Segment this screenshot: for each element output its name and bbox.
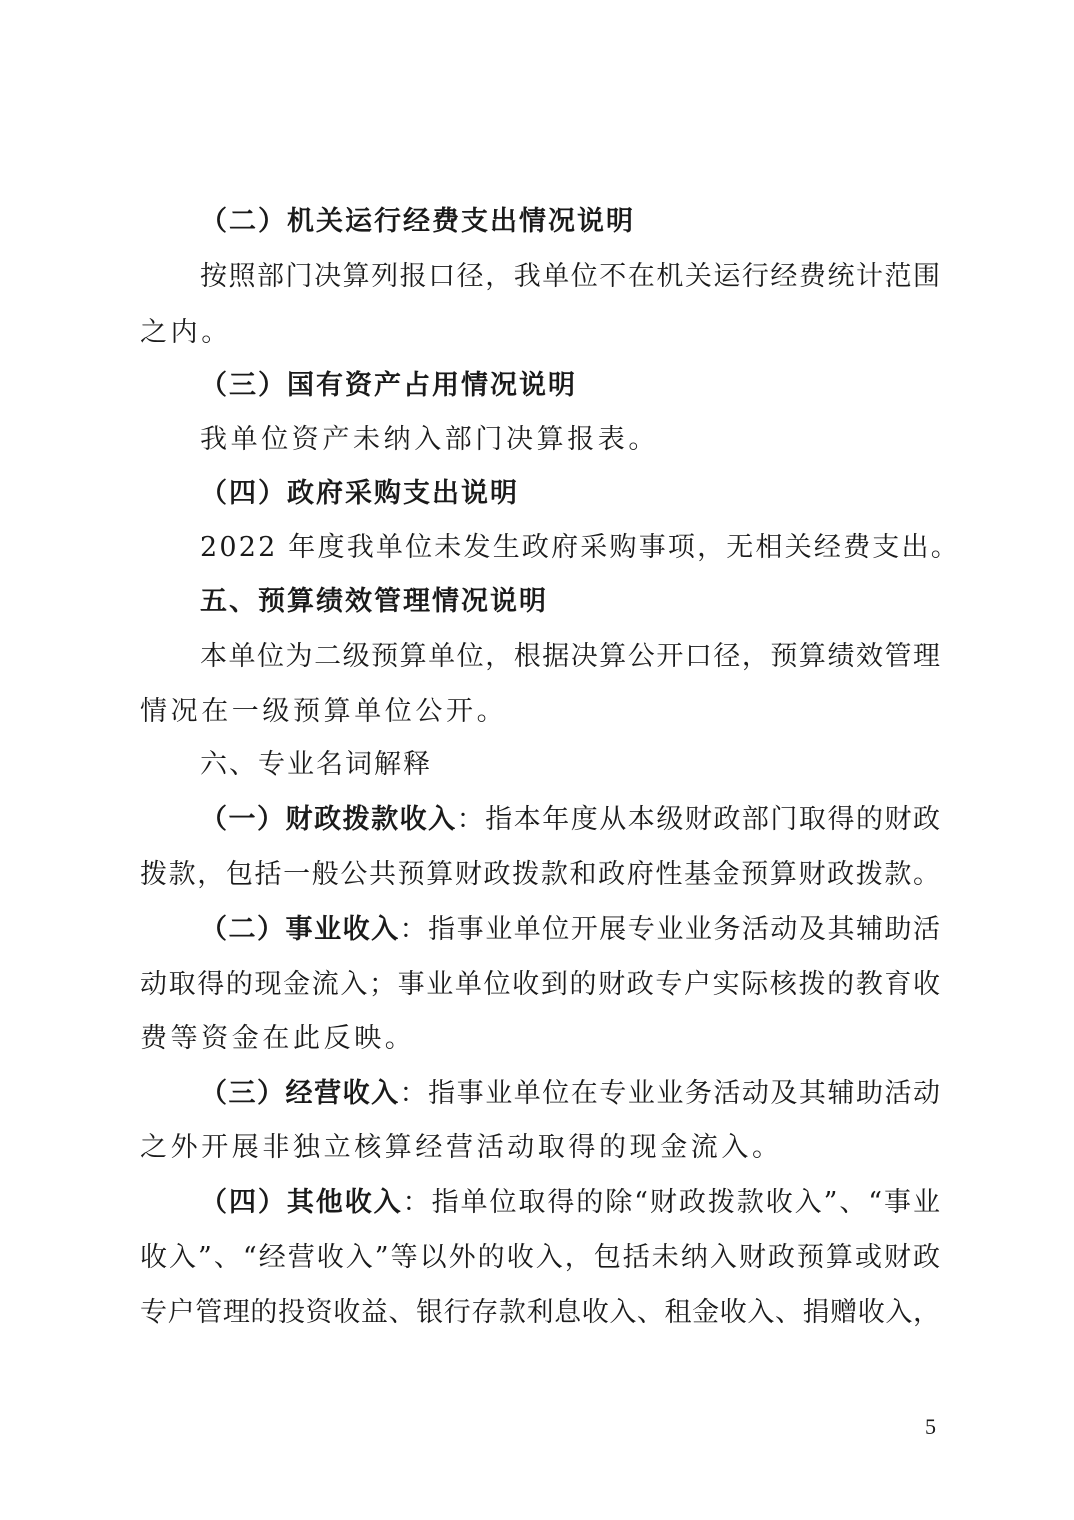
paragraph-line: 收入”、“经营收入”等以外的收入，包括未纳入财政预算或财政 bbox=[140, 1242, 940, 1273]
paragraph-line: 情况在一级预算单位公开。 bbox=[140, 696, 508, 727]
paragraph-line: 动取得的现金流入；事业单位收到的财政专户实际核拨的教育收 bbox=[140, 969, 940, 1000]
section-heading: （二）机关运行经费支出情况说明 bbox=[200, 206, 635, 237]
paragraph-line: 之外开展非独立核算经营活动取得的现金流入。 bbox=[140, 1132, 783, 1163]
term-name: （一）财政拨款收入 bbox=[200, 804, 457, 835]
section-heading: （三）国有资产占用情况说明 bbox=[200, 370, 577, 401]
term-definition: ：指事业单位在专业业务活动及其辅助活动 bbox=[399, 1078, 940, 1109]
paragraph-line: 按照部门决算列报口径，我单位不在机关运行经费统计范围 bbox=[200, 261, 940, 292]
term-line bbox=[200, 913, 940, 947]
term-definition: ：指单位取得的除“财政拨款收入”、“事业 bbox=[402, 1187, 940, 1218]
term-name: （四）其他收入 bbox=[200, 1187, 403, 1218]
term-line bbox=[200, 803, 940, 837]
term-definition: ：指本年度从本级财政部门取得的财政 bbox=[456, 804, 941, 835]
paragraph-line: 拨款，包括一般公共预算财政拨款和政府性基金预算财政拨款。 bbox=[140, 859, 940, 890]
term-line bbox=[200, 1077, 940, 1111]
paragraph-line: 本单位为二级预算单位，根据决算公开口径，预算绩效管理 bbox=[200, 641, 940, 672]
page-number: 5 bbox=[925, 1414, 936, 1439]
section-heading: （四）政府采购支出说明 bbox=[200, 478, 519, 509]
term-definition: ：指事业单位开展专业业务活动及其辅助活 bbox=[399, 914, 940, 945]
paragraph-line: 之内。 bbox=[140, 317, 232, 348]
term-name: （三）经营收入 bbox=[200, 1078, 400, 1109]
paragraph-line: 专户管理的投资收益、银行存款利息收入、租金收入、捐赠收入， bbox=[140, 1297, 940, 1328]
term-name: （二）事业收入 bbox=[200, 914, 400, 945]
section-heading: 六、专业名词解释 bbox=[200, 749, 432, 780]
section-heading: 五、预算绩效管理情况说明 bbox=[200, 586, 548, 617]
paragraph-line: 费等资金在此反映。 bbox=[140, 1023, 416, 1054]
paragraph-line: 我单位资产未纳入部门决算报表。 bbox=[200, 424, 659, 455]
term-line bbox=[200, 1186, 940, 1220]
paragraph-line: 2022 年度我单位未发生政府采购事项，无相关经费支出。 bbox=[200, 532, 960, 563]
